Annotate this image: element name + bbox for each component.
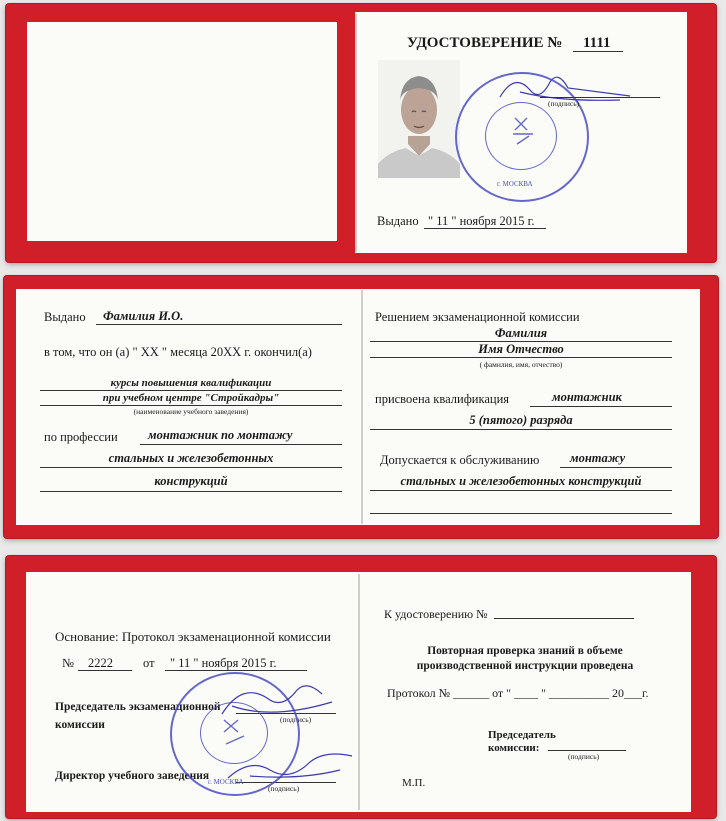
profession-line-2-underline [40,467,342,468]
protocol-date: " 11 " ноября 2015 г. [170,656,277,670]
holder-name: Фамилия И.О. [103,309,184,323]
holder-name-underline [96,324,342,325]
card-1-spine [355,14,357,252]
signature-icon [212,676,342,726]
admitted-line-1-underline [560,467,672,468]
recheck-chairman-line-1: Председатель [488,729,556,741]
recheck-signature-caption: (подпись) [568,752,600,761]
qualification-value: монтажник [552,390,622,404]
stamp-city: г. МОСКВА [497,180,533,188]
signature-icon [220,740,360,790]
holder-surname: Фамилия [494,326,548,340]
qualification-label: присвоена квалификация [375,392,510,406]
recheck-line-1: Повторная проверка знаний в объеме [427,645,623,657]
qualification-grade: 5 (пятого) разряда [469,413,573,427]
issued-date-underline [424,228,546,229]
admitted-line-1: монтажу [570,451,626,465]
completion-statement: в том, что он (а) " XX " месяца 20XX г. окончил(а) [44,345,312,359]
director-label: Директор учебного заведения [55,770,210,782]
card-1-left-page [27,22,337,241]
issued-date: " 11 " ноября 2015 г. [428,214,535,228]
profession-line-3: конструкций [154,474,228,488]
stamp-city: г. МОСКВА [208,778,244,786]
protocol-number-underline [78,670,132,671]
profession-line-1-underline [140,444,342,445]
name-caption: ( фамилия, имя, отчество) [479,360,563,369]
protocol-date-underline [165,670,307,671]
profession-line-1: монтажник по монтажу [148,428,293,442]
signature-line [540,97,660,98]
seal-place-label: М.П. [402,777,426,789]
to-certificate-underline [494,618,634,619]
recheck-chairman-line-2: комиссии: [488,742,540,754]
profession-line-2: стальных и железобетонных [108,451,274,465]
course-line-2: при учебном центре "Стройкадры" [102,392,280,404]
card-2-spine [361,290,363,524]
holder-name-patronymic-underline [370,357,672,358]
chairman-label-1: Председатель экзаменационной [55,701,221,713]
recheck-line-2: производственной инструкции проведена [416,660,634,672]
admitted-label: Допускается к обслуживанию [380,453,540,467]
certificate-number-underline [573,51,623,52]
course-line-2-underline [40,405,342,406]
holder-photo [378,60,460,178]
chairman-signature-caption: (подпись) [280,715,312,724]
issued-label: Выдано [377,214,419,228]
certificate-title: УДОСТОВЕРЕНИЕ № [407,35,563,51]
chairman-label-2: комиссии [55,719,105,731]
admitted-line-3-underline [370,513,672,514]
admitted-line-2: стальных и железобетонных конструкций [400,474,642,488]
holder-name-patronymic: Имя Отчество [478,342,564,356]
qualification-grade-underline [370,429,672,430]
admitted-line-2-underline [370,490,672,491]
director-signature-caption: (подпись) [268,784,300,793]
profession-label: по профессии [44,430,118,444]
protocol-number-label: № [62,656,74,670]
to-certificate-label: К удостоверению № [384,607,488,621]
signature-caption: (подпись) [548,99,580,108]
course-line-1: курсы повышения квалификации [110,377,272,389]
institution-caption: (наименование учебного заведения) [133,407,249,416]
commission-decision: Решением экзаменационной комиссии [375,310,580,324]
protocol-from-label: от [143,656,155,670]
holder-issued-label: Выдано [44,310,86,324]
qualification-underline [530,406,672,407]
certificate-number: 1111 [583,35,611,51]
recheck-protocol-line: Протокол № ______ от " ____ " __________ 20___г. [387,686,649,700]
protocol-number: 2222 [88,656,113,670]
recheck-signature-line [548,750,626,751]
basis-protocol: Основание: Протокол экзаменационной комиссии [55,629,331,644]
profession-line-3-underline [40,491,342,492]
